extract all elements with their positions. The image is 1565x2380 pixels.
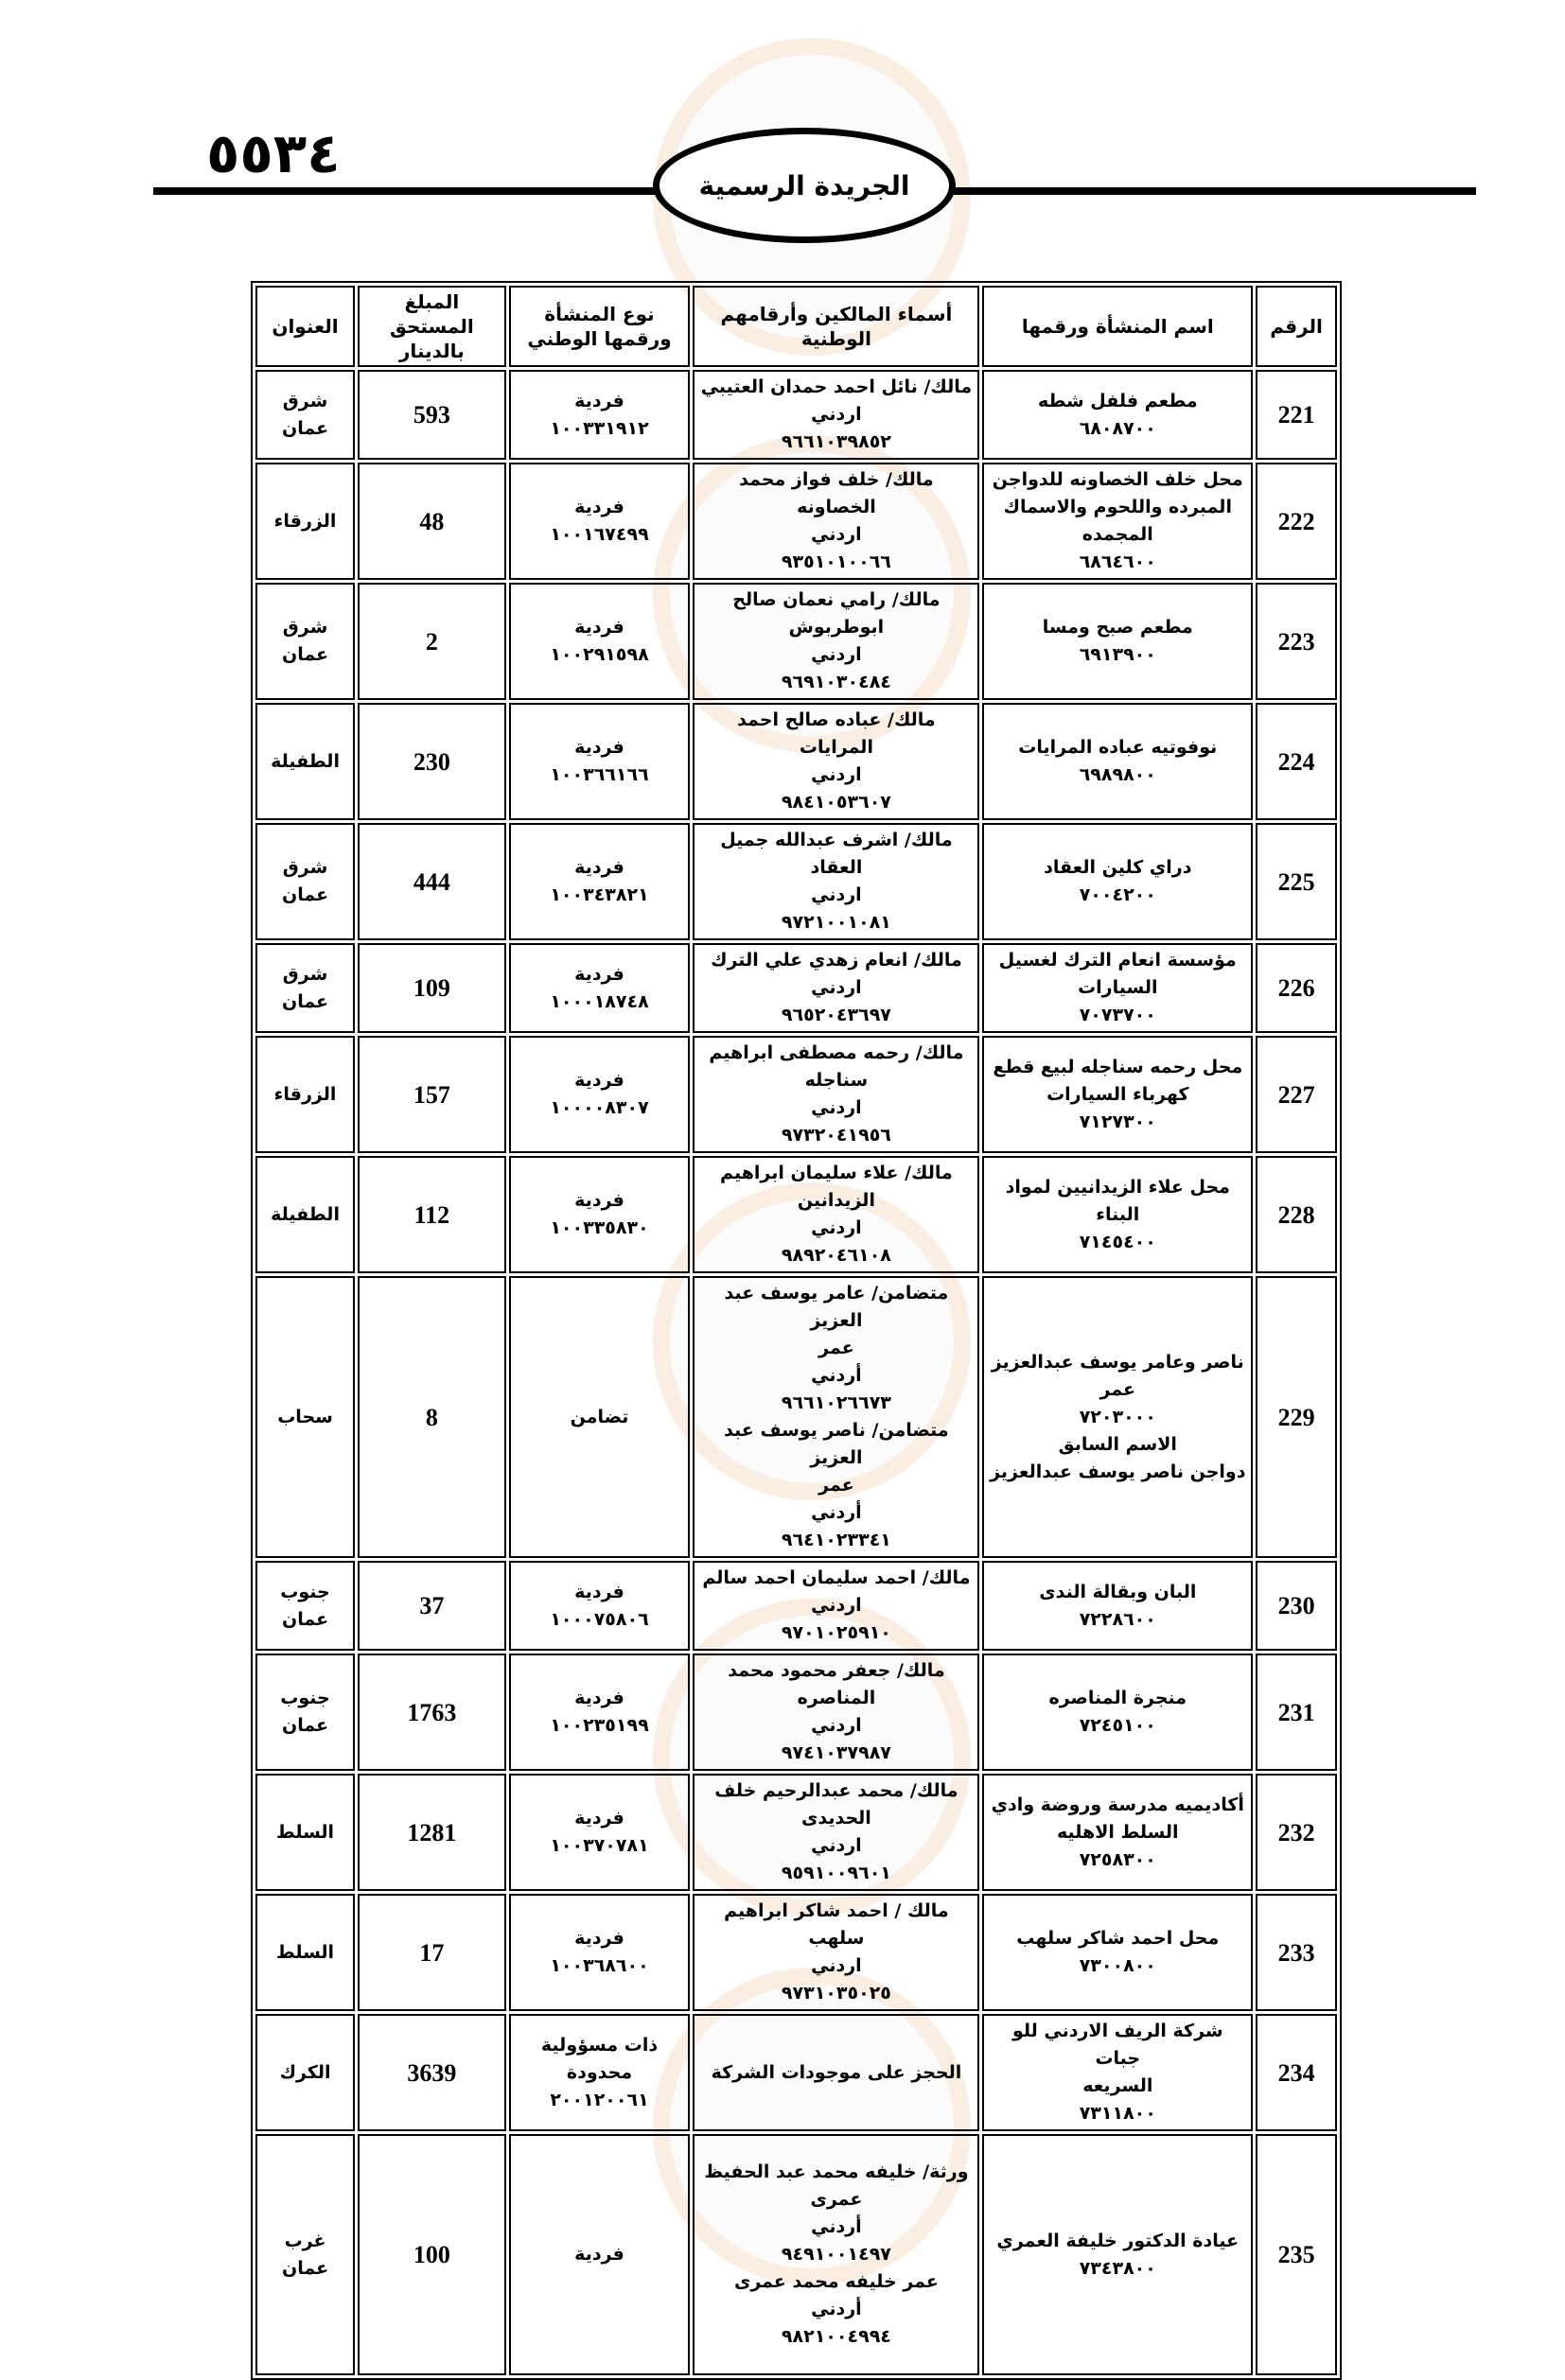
establishment-name-line: السلط الاهليه <box>1056 1821 1179 1843</box>
column-header-address: العنوان <box>255 286 355 367</box>
owners-info <box>693 823 979 940</box>
owners-info-line: عمر خليفه محمد عمرى <box>733 2271 939 2292</box>
address <box>255 1156 355 1273</box>
address-line: الزرقاء <box>273 1083 337 1105</box>
establishment-type-line: محدودة <box>566 2061 633 2083</box>
establishment-type <box>509 2134 691 2375</box>
table-row <box>255 370 1337 460</box>
table-row <box>255 1774 1337 1891</box>
address <box>255 370 355 460</box>
establishment-type-line: فردية <box>574 1190 624 1211</box>
establishment-name-line: عمر <box>1099 1378 1136 1400</box>
owners-info <box>693 1654 979 1771</box>
owners-info-line: سناجله <box>804 1070 869 1091</box>
owners-info-line: مالك/ احمد سليمان احمد سالم <box>702 1567 971 1588</box>
table-row <box>255 2134 1337 2375</box>
table-row <box>255 1561 1337 1651</box>
owners-info-line: أردني <box>811 1502 862 1523</box>
establishment-name <box>982 1156 1253 1273</box>
establishment-name-line: ٧٢٠٣٠٠٠ <box>1079 1406 1156 1427</box>
owners-info-line: مالك/ عباده صالح احمد المرايات <box>737 709 936 758</box>
establishment-name-line: ناصر وعامر يوسف عبدالعزيز <box>991 1351 1244 1373</box>
establishment-name-line: محل خلف الخصاونه للدواجن <box>992 469 1243 490</box>
establishment-name-line: ٧٢٤٥١٠٠ <box>1079 1715 1156 1736</box>
address <box>255 1774 355 1891</box>
establishment-name-line: مطعم صبح ومسا <box>1042 617 1193 638</box>
establishment-name-line: ٧٣٤٣٨٠٠ <box>1079 2257 1156 2279</box>
table-row <box>255 1036 1337 1153</box>
establishment-name-line: السريعه <box>1082 2075 1153 2096</box>
establishment-name-line: شركة الريف الاردني للو جبات <box>1011 2021 1223 2069</box>
establishment-name <box>982 1774 1253 1891</box>
owners-info-line: الزيدانين <box>797 1190 875 1211</box>
establishment-type-line: ١٠٠٠٧٥٨٠٦ <box>550 1608 649 1630</box>
establishment-name-line: أكاديميه مدرسة وروضة وادي <box>991 1794 1244 1815</box>
address-line: عمان <box>281 884 329 905</box>
amount-due: 48 <box>358 463 506 580</box>
owners-info-line: الحديدى <box>800 1808 871 1829</box>
establishment-name <box>982 943 1253 1033</box>
owners-info <box>693 1561 979 1651</box>
establishment-name <box>982 463 1253 580</box>
establishment-name-line: محل رحمه سناجله لبيع قطع <box>993 1056 1243 1077</box>
establishment-name-line: ٧٠٧٣٧٠٠ <box>1079 1005 1156 1025</box>
column-header-owners: أسماء المالكين وأرقامهم الوطنية <box>693 286 979 367</box>
table-body <box>255 370 1337 2375</box>
establishment-type-line: ١٠٠٣٧٠٧٨١ <box>550 1835 649 1856</box>
owners-info <box>693 1276 979 1558</box>
establishment-type-line: ١٠٠٣٦٨٦٠٠ <box>550 1955 649 1976</box>
address-line: الطفيلة <box>271 1203 340 1225</box>
establishment-name-line: الاسم السابق <box>1058 1433 1177 1455</box>
establishment-name <box>982 1654 1253 1771</box>
establishment-type-line: فردية <box>574 1581 624 1602</box>
owners-info <box>693 943 979 1033</box>
owners-info-line: اردني <box>811 1835 862 1856</box>
row-number: 230 <box>1256 1561 1337 1651</box>
establishment-type <box>509 943 691 1033</box>
establishment-name <box>982 823 1253 940</box>
row-number: 234 <box>1256 2014 1337 2131</box>
establishment-name-line: ٧٣١١٨٠٠ <box>1079 2103 1156 2124</box>
address-line: السلط <box>275 1941 335 1963</box>
address-line: جنوب <box>280 1688 330 1708</box>
establishment-type <box>509 1654 691 1771</box>
address-line: سحاب <box>277 1406 333 1427</box>
amount-due: 109 <box>358 943 506 1033</box>
amount-due: 444 <box>358 823 506 940</box>
row-number: 224 <box>1256 703 1337 820</box>
establishment-name-line: مؤسسة انعام الترك لغسيل <box>998 950 1237 971</box>
page-number: ٥٥٣٤ <box>206 121 341 185</box>
owners-info-line: ٩٦٩١٠٣٠٤٨٤ <box>781 672 891 692</box>
amount-due: 593 <box>358 370 506 460</box>
address <box>255 2014 355 2131</box>
row-number: 225 <box>1256 823 1337 940</box>
establishment-name-line: ٧٣٠٠٨٠٠ <box>1079 1955 1156 1976</box>
establishment-type-line: ١٠٠٣٣١٩١٢ <box>550 417 649 439</box>
address <box>255 1894 355 2011</box>
establishment-type-line: فردية <box>574 2244 624 2265</box>
owners-info-line: مالك/ محمد عبدالرحيم خلف <box>714 1780 958 1801</box>
establishment-type-line: ١٠٠٢٣٥١٩٩ <box>550 1715 649 1736</box>
establishment-type <box>509 1774 691 1891</box>
owners-info-line: ٩٥٩١٠٠٩٦٠١ <box>781 1863 891 1883</box>
address-line: شرق <box>282 390 328 411</box>
table-row <box>255 703 1337 820</box>
establishment-type-line: فردية <box>574 963 624 985</box>
owners-info-line: متضامن/ عامر يوسف عبد العزيز <box>724 1283 949 1331</box>
owners-info-line: عمر <box>818 1338 854 1358</box>
column-header-number: الرقم <box>1256 286 1337 367</box>
owners-info-line: اردني <box>811 644 862 665</box>
establishment-name-line: المبرده واللحوم والاسماك <box>1003 497 1232 517</box>
owners-info <box>693 2134 979 2375</box>
owners-info <box>693 2014 979 2131</box>
row-number: 222 <box>1256 463 1337 580</box>
owners-info <box>693 583 979 700</box>
amount-due: 2 <box>358 583 506 700</box>
address-line: جنوب <box>280 1581 330 1602</box>
establishment-name-line: ٧٠٠٤٢٠٠ <box>1079 884 1156 905</box>
establishment-name <box>982 2134 1253 2375</box>
establishment-name-line: ٧١٢٧٣٠٠ <box>1079 1111 1156 1132</box>
owners-info-line: مالك / احمد شاكر ابراهيم سلهب <box>724 1900 949 1949</box>
establishment-type-line: فردية <box>574 617 624 638</box>
establishment-name <box>982 703 1253 820</box>
owners-info-line: ٩٦٥٢٠٤٣٦٩٧ <box>781 1005 891 1025</box>
owners-info-line: ٩٨٢١٠٠٤٩٩٤ <box>781 2326 891 2347</box>
table-row <box>255 463 1337 580</box>
establishment-type <box>509 583 691 700</box>
owners-info-line: مالك/ رامي نعمان صالح <box>732 589 941 610</box>
amount-due: 17 <box>358 1894 506 2011</box>
owners-info-line: ٩٨٤١٠٥٣٦٠٧ <box>781 792 891 813</box>
establishment-name-line: محل علاء الزيدانيين لمواد <box>1005 1176 1230 1198</box>
column-header-establishment: اسم المنشأة ورقمها <box>982 286 1253 367</box>
establishment-type <box>509 463 691 580</box>
amount-due: 157 <box>358 1036 506 1153</box>
establishment-name-line: دواجن ناصر يوسف عبدالعزيز <box>990 1461 1246 1482</box>
establishment-type <box>509 1156 691 1273</box>
establishment-type-line: فردية <box>574 1928 624 1949</box>
owners-info-line: ابوطربوش <box>788 617 885 638</box>
address-line: شرق <box>282 857 328 878</box>
owners-info <box>693 1894 979 2011</box>
address-line: عمان <box>281 644 329 665</box>
owners-info-line: اردني <box>811 1955 862 1976</box>
table-row <box>255 823 1337 940</box>
owners-info-line: ٩٤٩١٠٠١٤٩٧ <box>781 2244 891 2265</box>
address-line: شرق <box>282 617 328 638</box>
row-number: 232 <box>1256 1774 1337 1891</box>
establishment-type-line: فردية <box>574 1808 624 1829</box>
establishment-type-line: ١٠٠٣٦٦١٦٦ <box>550 764 649 785</box>
publication-title: الجريدة الرسمية <box>698 169 910 201</box>
owners-info-line: أردني <box>811 2299 862 2319</box>
establishment-type-line: ١٠٠٠٠٨٣٠٧ <box>550 1097 649 1118</box>
establishment-name-line: السيارات <box>1078 977 1158 998</box>
address-line: عمان <box>281 990 329 1012</box>
establishment-type <box>509 703 691 820</box>
owners-info <box>693 1774 979 1891</box>
establishment-type-line: ٢٠٠١٢٠٠٦١ <box>550 2089 649 2110</box>
owners-info-line: ٩٧٤١٠٣٧٩٨٧ <box>781 1742 891 1763</box>
establishment-type <box>509 1561 691 1651</box>
establishment-name-line: البناء <box>1096 1203 1140 1225</box>
owners-info-line: اردني <box>811 884 862 905</box>
owners-info-line: مالك/ خلف فواز محمد الخصاونه <box>739 469 934 517</box>
establishment-type-line: ١٠٠٢٩١٥٩٨ <box>550 644 649 665</box>
owners-info-line: اردني <box>811 1595 862 1616</box>
address <box>255 1036 355 1153</box>
establishment-type-line: فردية <box>574 497 624 517</box>
owners-info <box>693 463 979 580</box>
amount-due: 112 <box>358 1156 506 1273</box>
establishment-type-line: فردية <box>574 1688 624 1708</box>
address <box>255 1654 355 1771</box>
address <box>255 823 355 940</box>
owners-info-line: ٩٧٣٢٠٤١٩٥٦ <box>781 1125 891 1146</box>
address-line: السلط <box>275 1821 335 1843</box>
owners-info <box>693 1156 979 1273</box>
establishment-name <box>982 370 1253 460</box>
amount-due: 1281 <box>358 1774 506 1891</box>
address-line: غرب <box>284 2230 326 2251</box>
establishment-type-line: ١٠٠١٦٧٤٩٩ <box>550 524 649 545</box>
address-line: عمان <box>281 417 329 439</box>
table-row <box>255 1894 1337 2011</box>
owners-info-line: عمر <box>818 1475 854 1496</box>
owners-info-line: مالك/ انعام زهدي علي الترك <box>711 950 962 971</box>
table-header-row <box>255 286 1337 367</box>
establishment-type-line: ١٠٠٣٤٣٨٢١ <box>550 884 649 905</box>
owners-info-line: ٩٦٦١٠٢٦٦٧٣ <box>781 1392 891 1413</box>
column-header-type: نوع المنشأة ورقمها الوطني <box>509 286 691 367</box>
table-row <box>255 1276 1337 1558</box>
establishment-name-line: ٦٩١٣٩٠٠ <box>1079 644 1156 665</box>
owners-info-line: اردني <box>811 1715 862 1736</box>
address-line: عمان <box>281 2257 329 2279</box>
establishment-name-line: عيادة الدكتور خليفة العمري <box>996 2230 1240 2251</box>
establishment-name-line: دراي كلين العقاد <box>1044 857 1192 878</box>
address-line: شرق <box>282 963 328 985</box>
owners-info-line: اردني <box>811 764 862 785</box>
address-line: عمان <box>281 1608 329 1630</box>
establishment-type <box>509 823 691 940</box>
owners-info-line: ٩٦٦١٠٣٩٨٥٢ <box>781 431 891 452</box>
owners-info-line: ٩٧٣١٠٣٥٠٢٥ <box>781 1983 891 2004</box>
establishment-type-line: فردية <box>574 1070 624 1091</box>
table-row <box>255 943 1337 1033</box>
establishment-name <box>982 1036 1253 1153</box>
owners-info-line: مالك/ رحمه مصطفى ابراهيم <box>709 1042 964 1063</box>
establishment-type <box>509 2014 691 2131</box>
address <box>255 463 355 580</box>
owners-info-line: ٩٧٢١٠٠١٠٨١ <box>781 912 891 933</box>
masthead-oval <box>653 128 956 243</box>
establishment-type-line: فردية <box>574 737 624 758</box>
establishment-name-line: ٦٩٨٩٨٠٠ <box>1079 764 1156 785</box>
row-number: 226 <box>1256 943 1337 1033</box>
row-number: 223 <box>1256 583 1337 700</box>
owners-info-line: مالك/ اشرف عبدالله جميل العقاد <box>720 830 953 878</box>
owners-info-line: اردني <box>811 1097 862 1118</box>
owners-info-line: ٩٧٠١٠٢٥٩١٠ <box>781 1622 891 1643</box>
establishment-type-line: ١٠٠٠١٨٧٤٨ <box>550 990 649 1012</box>
row-number: 229 <box>1256 1276 1337 1558</box>
establishment-name-line: منجرة المناصره <box>1048 1688 1187 1708</box>
establishment-name-line: نوفوتيه عباده المرايات <box>1018 737 1218 758</box>
address <box>255 703 355 820</box>
owners-info-line: مالك/ جعفر محمود محمد المناصره <box>728 1660 945 1708</box>
amount-due: 100 <box>358 2134 506 2375</box>
owners-info <box>693 1036 979 1153</box>
table-row <box>255 1156 1337 1273</box>
owners-info <box>693 703 979 820</box>
establishment-type <box>509 1036 691 1153</box>
establishment-name <box>982 1561 1253 1651</box>
row-number: 227 <box>1256 1036 1337 1153</box>
amount-due: 37 <box>358 1561 506 1651</box>
table-row <box>255 1654 1337 1771</box>
establishment-type-line: ١٠٠٣٣٥٨٣٠ <box>550 1217 649 1238</box>
row-number: 221 <box>1256 370 1337 460</box>
row-number: 233 <box>1256 1894 1337 2011</box>
owners-info-line: ورثة/ خليفه محمد عبد الحفيظ <box>704 2161 969 2182</box>
establishment-name-line: مطعم فلفل شطه <box>1037 390 1198 411</box>
owners-info-line: ٩٣٥١٠١٠٠٦٦ <box>781 551 891 572</box>
establishment-type <box>509 1894 691 2011</box>
establishment-name-line: ٦٨٦٤٦٠٠ <box>1079 551 1156 572</box>
address-line: الزرقاء <box>273 510 337 532</box>
owners-info-line: أردني <box>811 1365 862 1386</box>
owners-info-line: اردني <box>811 1217 862 1238</box>
establishment-type <box>509 1276 691 1558</box>
owners-info <box>693 370 979 460</box>
table-row <box>255 2014 1337 2131</box>
owners-info-line: اردني <box>811 977 862 998</box>
establishment-type <box>509 370 691 460</box>
address-line: الطفيلة <box>271 750 340 772</box>
amount-due: 1763 <box>358 1654 506 1771</box>
row-number: 228 <box>1256 1156 1337 1273</box>
owners-info-line: عمرى <box>810 2189 863 2210</box>
establishment-type-line: فردية <box>574 390 624 411</box>
owners-info-line: متضامن/ ناصر يوسف عبد العزيز <box>724 1420 949 1468</box>
establishment-name-line: المجمده <box>1081 524 1153 545</box>
owners-info-line: اردني <box>811 524 862 545</box>
owners-info-line: أردني <box>811 2216 862 2237</box>
establishment-name-line: ٧٢٢٨٦٠٠ <box>1079 1608 1156 1630</box>
address <box>255 943 355 1033</box>
owners-info-line: اردني <box>811 404 862 425</box>
owners-info-line: مالك/ علاء سليمان ابراهيم <box>720 1163 953 1183</box>
row-number: 231 <box>1256 1654 1337 1771</box>
establishment-name-line: ٧٢٥٨٣٠٠ <box>1079 1848 1156 1870</box>
address <box>255 2134 355 2375</box>
establishment-type-line: فردية <box>574 857 624 878</box>
establishment-name <box>982 583 1253 700</box>
establishments-table <box>251 281 1342 2380</box>
establishment-name-line: البان وبقالة الندى <box>1039 1581 1197 1602</box>
address <box>255 1561 355 1651</box>
amount-due: 8 <box>358 1276 506 1558</box>
address <box>255 583 355 700</box>
establishment-name-line: ٦٨٠٨٧٠٠ <box>1079 417 1156 439</box>
column-header-amount: المبلغ المستحق بالدينار <box>358 286 506 367</box>
owners-info-line: ٩٦٤١٠٢٣٣٤١ <box>781 1530 891 1550</box>
owners-info-line: الحجز على موجودات الشركة <box>711 2061 962 2083</box>
amount-due: 3639 <box>358 2014 506 2131</box>
establishment-name <box>982 2014 1253 2131</box>
establishment-type-line: تضامن <box>570 1406 629 1427</box>
owners-info-line: ٩٨٩٢٠٤٦١٠٨ <box>781 1245 891 1266</box>
owners-info-line: مالك/ نائل احمد حمدان العتيبي <box>700 376 973 397</box>
table-row <box>255 583 1337 700</box>
establishment-type-line: ذات مسؤولية <box>540 2034 659 2056</box>
establishment-name-line: محل احمد شاكر سلهب <box>1016 1928 1220 1949</box>
address-line: عمان <box>281 1715 329 1736</box>
establishment-name <box>982 1894 1253 2011</box>
address <box>255 1276 355 1558</box>
establishment-name-line: كهرباء السيارات <box>1046 1083 1189 1105</box>
establishment-name <box>982 1276 1253 1558</box>
address-line: الكرك <box>279 2061 331 2083</box>
row-number: 235 <box>1256 2134 1337 2375</box>
amount-due: 230 <box>358 703 506 820</box>
establishment-name-line: ٧١٤٥٤٠٠ <box>1079 1231 1156 1252</box>
